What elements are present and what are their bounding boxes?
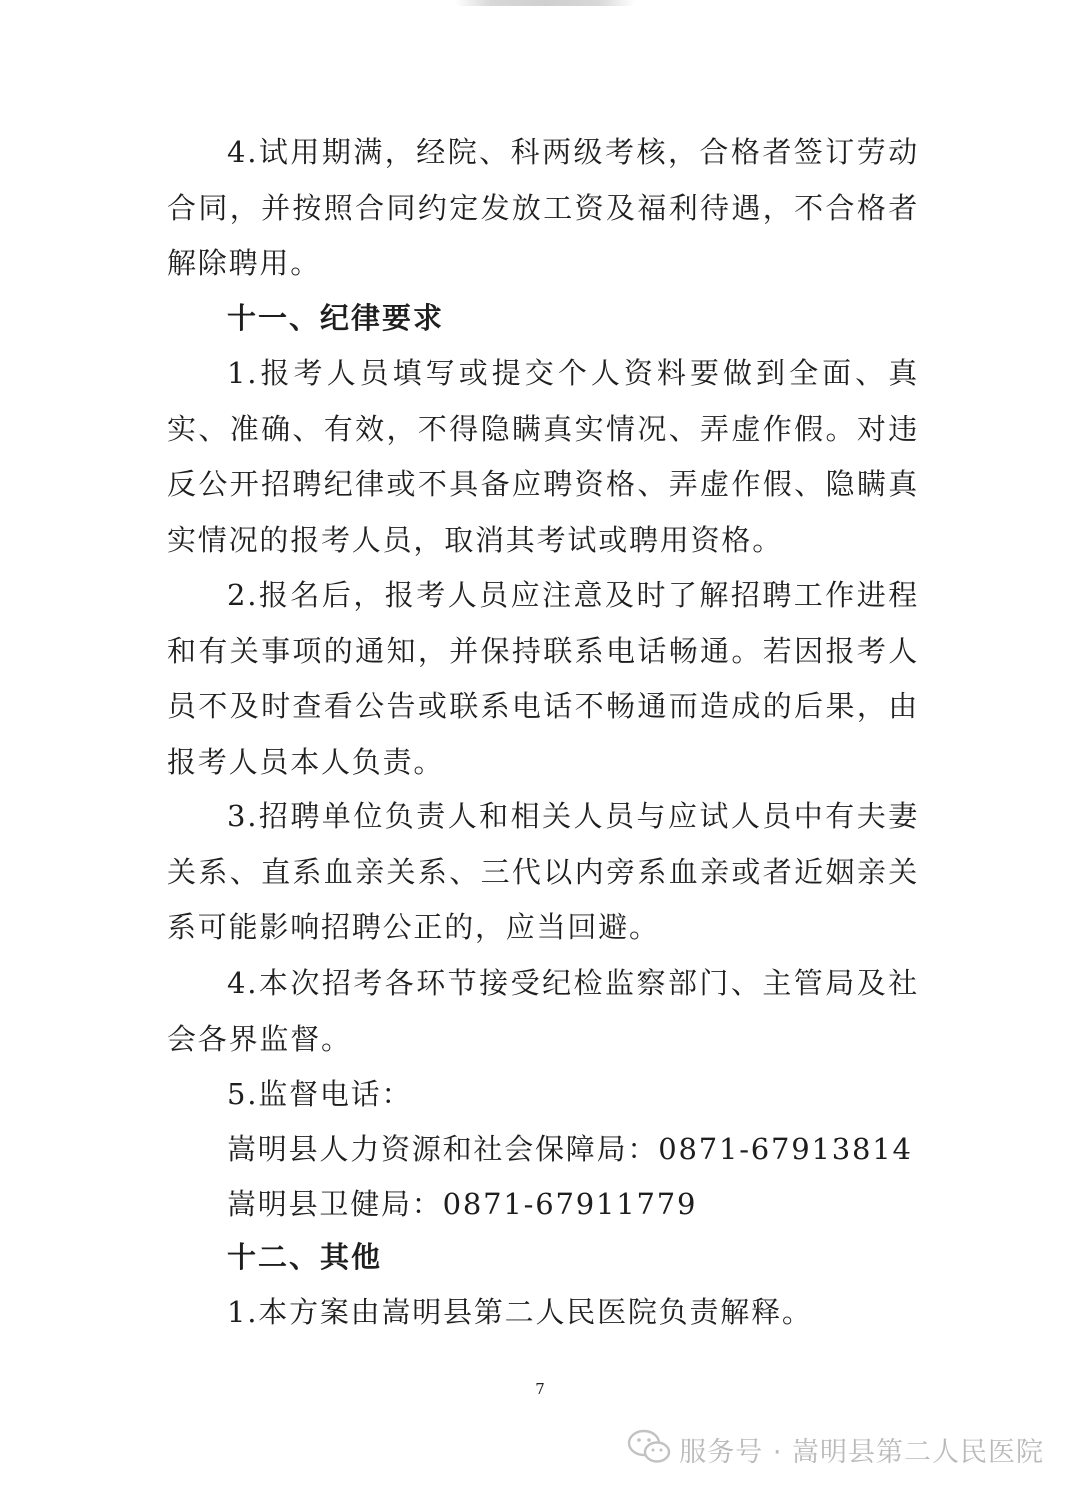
- section-11-item-1: 1.报考人员填写或提交个人资料要做到全面、真实、准确、有效，不得隐瞒真实情况、弄虚作假。对违反公开招聘纪律或不具备应聘资格、弄虚作假、隐瞒真实情况的报考人员，取消其考试或聘用资格。: [167, 356, 919, 557]
- section-11-title: 十一、纪律要求: [227, 301, 445, 335]
- watermark: [627, 1428, 1044, 1471]
- paragraph-probation: 4.试用期满，经院、科两级考核，合格者签订劳动合同，并按照合同约定发放工资及福利待遇，不合格者解除聘用。: [167, 135, 919, 280]
- phone-health-bureau: 嵩明县卫健局：0871-67911779: [227, 1187, 698, 1221]
- section-11-item-4: 4.本次招考各环节接受纪检监察部门、主管局及社会各界监督。: [167, 966, 919, 1056]
- section-11-item-5: 5.监督电话：: [227, 1077, 413, 1111]
- page-number: 7: [535, 1380, 545, 1398]
- scan-artifact: [455, 0, 635, 6]
- phone-hr-bureau: 嵩明县人力资源和社会保障局：0871-67913814: [227, 1132, 913, 1166]
- section-12-item-1: 1.本方案由嵩明县第二人民医院负责解释。: [227, 1295, 813, 1329]
- watermark-text: 服务号 · 嵩明县第二人民医院: [679, 1437, 1044, 1468]
- section-11-item-2: 2.报名后，报考人员应注意及时了解招聘工作进程和有关事项的通知，并保持联系电话畅通。若因报考人员不及时查看公告或联系电话不畅通而造成的后果，由报考人员本人负责。: [167, 578, 919, 779]
- wechat-icon: [627, 1428, 671, 1471]
- section-11-item-3: 3.招聘单位负责人和相关人员与应试人员中有夫妻关系、直系血亲关系、三代以内旁系血亲或者近姻亲关系可能影响招聘公正的，应当回避。: [167, 799, 919, 944]
- section-12-title: 十二、其他: [227, 1240, 383, 1274]
